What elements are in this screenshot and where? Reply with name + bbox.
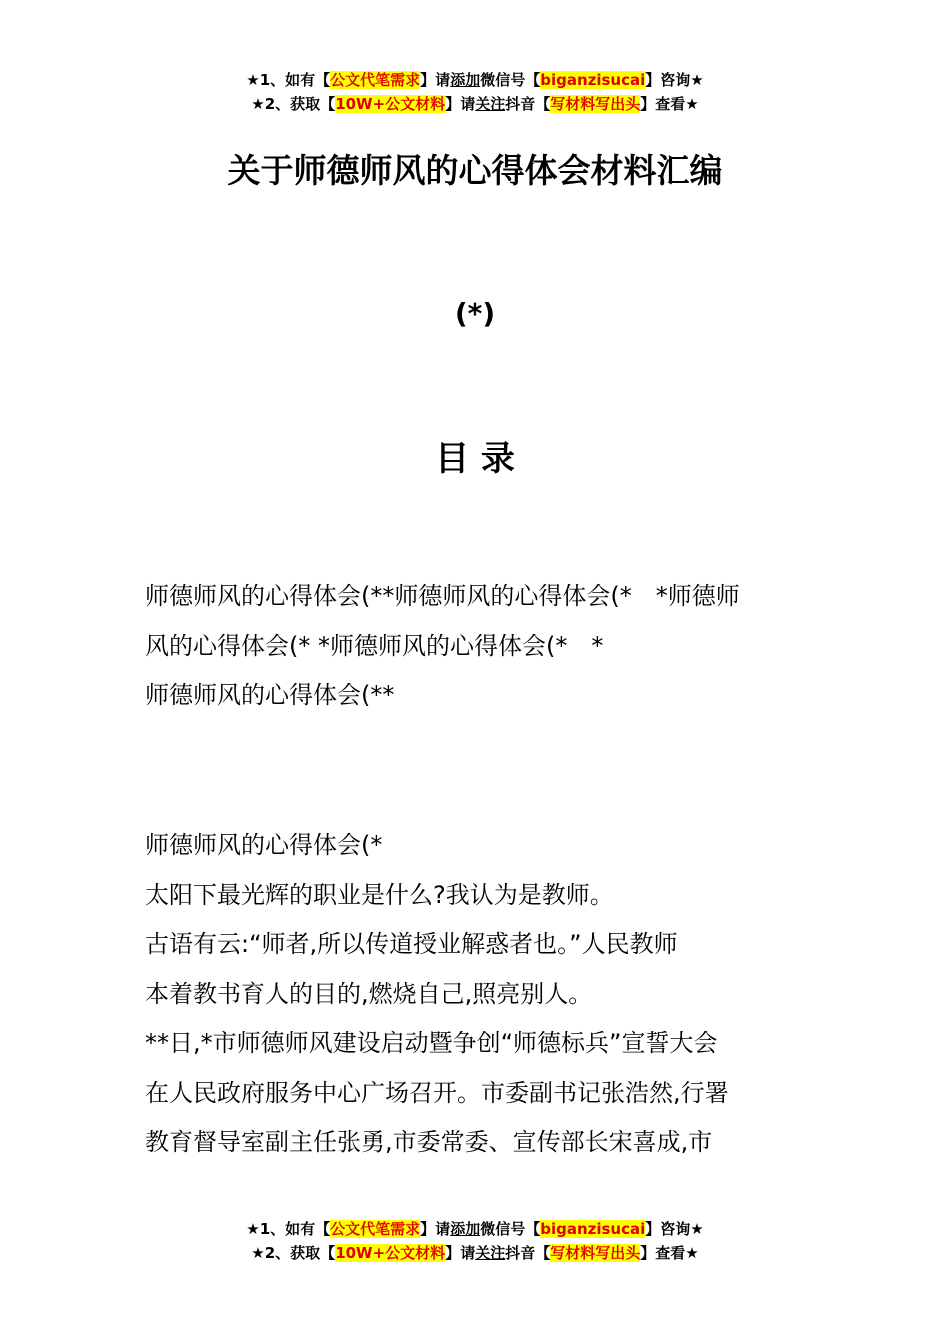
- section-heading: 师德师风的心得体会(*: [145, 831, 383, 859]
- document-subtitle: (*): [454, 297, 496, 330]
- promo-text: 】咨询★: [645, 1220, 704, 1238]
- douyin-id-highlight: 写材料写出头: [550, 95, 641, 113]
- body-line: 本着教书育人的目的,燃烧自己,照亮别人。: [145, 979, 593, 1008]
- promo-text: ★2、获取【: [251, 95, 336, 113]
- highlight-text: 公文代笔需求: [330, 1220, 421, 1238]
- promo-text: ★1、如有【: [246, 71, 331, 89]
- promo-text: 微信号【: [480, 71, 541, 89]
- document-body: [145, 821, 810, 1168]
- promo-text: 抖音【: [505, 95, 551, 113]
- underlined-text: 添加: [450, 1220, 481, 1238]
- promo-text: 】请: [420, 1220, 451, 1238]
- toc-line: 师德师风的心得体会(**师德师风的心得体会(* *师德师: [145, 582, 740, 610]
- wechat-id-highlight: biganzisucai: [540, 1220, 646, 1238]
- highlight-text: 10W+公文材料: [335, 1244, 446, 1262]
- promo-line-2: [0, 92, 950, 116]
- promo-text: 微信号【: [480, 1220, 541, 1238]
- promo-line-1: [0, 68, 950, 92]
- promo-text: 抖音【: [505, 1244, 551, 1262]
- document-title: 关于师德师风的心得体会材料汇编: [227, 151, 723, 190]
- body-line: 太阳下最光辉的职业是什么?我认为是教师。: [145, 880, 614, 909]
- promo-line-2: [0, 1241, 950, 1265]
- body-line: 在人民政府服务中心广场召开。市委副书记张浩然,行署: [145, 1078, 729, 1107]
- promo-text: 】查看★: [640, 95, 699, 113]
- douyin-id-highlight: 写材料写出头: [550, 1244, 641, 1262]
- promo-text: 】请: [420, 71, 451, 89]
- promo-text: 】请: [445, 95, 476, 113]
- promo-text: ★1、如有【: [246, 1220, 331, 1238]
- wechat-id-highlight: biganzisucai: [540, 71, 646, 89]
- highlight-text: 公文代笔需求: [330, 71, 421, 89]
- underlined-text: 关注: [475, 95, 506, 113]
- toc-line: 风的心得体会(* *师德师风的心得体会(* *: [145, 631, 604, 660]
- toc-heading: 目 录: [435, 439, 515, 479]
- underlined-text: 添加: [450, 71, 481, 89]
- promo-text: ★2、获取【: [251, 1244, 336, 1262]
- body-line: 古语有云:“师者,所以传道授业解惑者也。”人民教师: [145, 930, 678, 958]
- promo-text: 】请: [445, 1244, 476, 1262]
- promo-banner-bottom: [0, 1217, 950, 1265]
- highlight-text: 10W+公文材料: [335, 95, 446, 113]
- promo-banner-top: [0, 68, 950, 116]
- promo-text: 】咨询★: [645, 71, 704, 89]
- promo-line-1: [0, 1217, 950, 1241]
- underlined-text: 关注: [475, 1244, 506, 1262]
- promo-text: 】查看★: [640, 1244, 699, 1262]
- toc-line: 师德师风的心得体会(**: [145, 681, 395, 709]
- table-of-contents: [145, 572, 810, 721]
- body-line: **日,*市师德师风建设启动暨争创“师德标兵”宣誓大会: [145, 1029, 718, 1057]
- body-line: 教育督导室副主任张勇,市委常委、宣传部长宋喜成,市: [145, 1128, 713, 1156]
